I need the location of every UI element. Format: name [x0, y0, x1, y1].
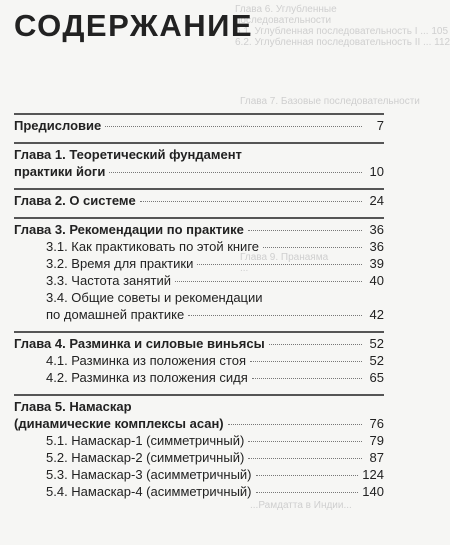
leader-dots [256, 475, 359, 476]
page-number: 79 [369, 433, 384, 448]
toc-subentry [46, 432, 384, 449]
toc-subentry [46, 483, 384, 500]
leader-dots [263, 247, 362, 248]
toc-entry-chapter-1 [14, 142, 384, 180]
toc-subentry-cont [46, 306, 384, 323]
toc-subentry [46, 466, 384, 483]
page-number: 140 [362, 484, 384, 499]
toc-subentry-label: 3.3. Частота занятий [46, 273, 171, 288]
bleed-through-text: ...Рамдатта в Индии... [250, 500, 352, 511]
bleed-through-text: Глава 7. Базовые последовательности ... ... [240, 96, 420, 129]
page-number: 52 [369, 336, 384, 351]
leader-dots [256, 492, 359, 493]
toc-subentry [46, 449, 384, 466]
toc-subentry [46, 255, 384, 272]
page-number: 39 [369, 256, 384, 271]
page-number: 24 [369, 193, 384, 208]
toc-entry-chapter-3 [14, 217, 384, 323]
page-number: 40 [369, 273, 384, 288]
toc-entry-chapter-5 [14, 394, 384, 500]
toc-subentry [46, 289, 384, 306]
leader-dots [197, 264, 362, 265]
leader-dots [228, 424, 362, 425]
leader-dots [175, 281, 362, 282]
toc-entry-label: Глава 4. Разминка и силовые виньясы [14, 336, 265, 351]
page-number: 87 [369, 450, 384, 465]
page-number: 36 [369, 239, 384, 254]
leader-dots [109, 172, 362, 173]
toc-subentry-label: 3.2. Время для практики [46, 256, 194, 271]
page-number: 76 [369, 416, 384, 431]
leader-dots [250, 361, 362, 362]
page-title: СОДЕРЖАНИЕ [14, 8, 254, 43]
toc-entry-chapter-4 [14, 331, 384, 386]
toc-subentry [46, 352, 384, 369]
toc-entry-label: Глава 2. О системе [14, 193, 136, 208]
toc-entry-chapter-2 [14, 188, 384, 209]
toc-subentry-label: 5.4. Намаскар-4 (асимметричный) [46, 484, 252, 499]
leader-dots [188, 315, 362, 316]
leader-dots [248, 458, 362, 459]
leader-dots [269, 344, 362, 345]
toc-subentry-label-cont: по домашней практике [46, 307, 185, 322]
toc-subentry-label: 5.3. Намаскар-3 (асимметричный) [46, 467, 252, 482]
toc-entry-preface [14, 113, 384, 134]
table-of-contents [14, 113, 384, 500]
page-number: 124 [362, 467, 384, 482]
page-number: 36 [369, 222, 384, 237]
toc-subentry [46, 238, 384, 255]
toc-subentry-label: 3.1. Как практиковать по этой книге [46, 239, 260, 254]
leader-dots [252, 378, 362, 379]
page-number: 7 [376, 118, 384, 133]
leader-dots [105, 126, 362, 127]
toc-subentry-label: 3.4. Общие советы и рекомендации [46, 290, 263, 305]
page-number: 52 [369, 353, 384, 368]
page-number: 10 [369, 164, 384, 179]
toc-entry-label: Глава 1. Теоретический фундамент [14, 147, 242, 162]
leader-dots [248, 230, 362, 231]
toc-subentry-label: 4.2. Разминка из положения сидя [46, 370, 248, 385]
page-number: 42 [369, 307, 384, 322]
toc-subentry [46, 369, 384, 386]
toc-entry-label: Глава 3. Рекомендации по практике [14, 222, 244, 237]
page-number: 65 [369, 370, 384, 385]
toc-entry-label-cont: (динамические комплексы асан) [14, 416, 224, 431]
bleed-through-text: Глава 6. Углубленные последовательности 6.1. Углубленная последовательность I ... 105 6.2. Углубленная последовательность II ... 112 [235, 4, 450, 48]
leader-dots [248, 441, 362, 442]
toc-subentry-label: 5.1. Намаскар-1 (симметричный) [46, 433, 245, 448]
toc-subentry-label: 5.2. Намаскар-2 (симметричный) [46, 450, 245, 465]
toc-entry-label-cont: практики йоги [14, 164, 106, 179]
toc-subentry [46, 272, 384, 289]
leader-dots [140, 201, 362, 202]
toc-subentry-label: 4.1. Разминка из положения стоя [46, 353, 247, 368]
bleed-through-text: Глава 9. Пранаяма ... [240, 252, 329, 274]
toc-entry-label: Предисловие [14, 118, 102, 133]
toc-entry-label: Глава 5. Намаскар [14, 399, 132, 414]
